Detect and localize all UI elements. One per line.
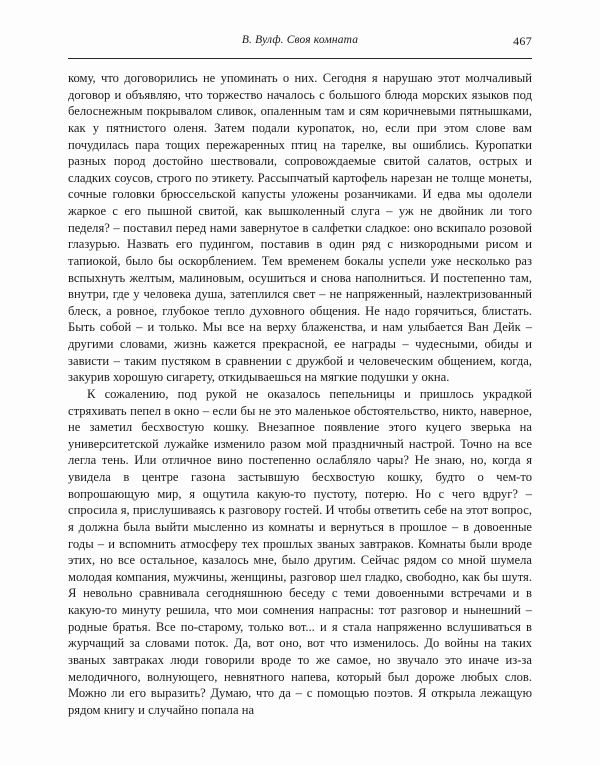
header-rule-divider: [68, 58, 532, 59]
paragraph: К сожалению, под рукой не оказалось пепельницы и пришлось украдкой стряхивать пепел в окно – если бы не это маленькое обстоятельство, никто, наверное, не заметил бесхвостую кошку. Внезапное появление этого куцего зверька на университетской лужайке изменило разом мой праздничный настрой. Точно на все легла тень. Или отличное вино постепенно ослабляло чары? Не знаю, но, когда я увидела в центре газона застывшую бесхвостую кошку, будто о чем-то вопрошающую мир, я ощутила какую-то пустоту, потерю. Но с чего вдруг? – спросила я, прислушиваясь к разговору гостей. И чтобы ответить себе на этот вопрос, я должна была выйти мысленно из комнаты и вернуться в прошлое – в довоенные годы – и вспомнить атмосферу тех прошлых званых завтраков. Комнаты были вроде этих, но все остальное, казалось мне, было другим. Сейчас рядом со мной шумела молодая компания, мужчины, женщины, разговор шел гладко, свободно, как бы шутя. Я невольно сравнивала сегодняшнюю беседу с теми довоенными встречами и в какую-то минуту решила, что мои сомнения напрасны: тот разговор и нынешний – родные братья. Все по-старому, только вот... и я стала напряженно вслушиваться в журчащий за словами поток. Да, вот оно, вот что изменилось. До войны на таких званых завтраках люди говорили вроде то же самое, но звучало это иначе из-за мелодичного, волнующего, невнятного напева, который был дороже любых слов. Можно ли его выразить? Думаю, что да – с помощью поэтов. Я открыла лежащую рядом книгу и случайно попала на: [68, 386, 532, 717]
page-number: 467: [513, 34, 532, 48]
paragraph: кому, что договорились не упоминать о них. Сегодня я нарушаю этот молчаливый договор и объявляю, что торжество началось с большого блюда морских языков под белоснежным покрывалом сливок, опаленным там и сям коричневыми пятнышками, как у пятнистого оленя. Затем подали куропаток, но, если при этом слове вам почудилась пара тощих пережаренных птиц на тарелке, вы ошиблись. Куропатки разных пород достойно шествовали, сопровождаемые свитой салатов, острых и сладких соусов, строго по этикету. Рассыпчатый картофель нарезан не толще монеты, сочные головки брюссельской капусты уложены розанчиками. И едва мы одолели жаркое с его пышной свитой, как вышколенный слуга – уж не двойник ли того педеля? – поставил перед нами завернутое в салфетки сладкое: оно вскипало розовой глазурью. Назвать его пудингом, поставив в один ряд с низкородными рисом и тапиокой, было бы оскорблением. Тем временем бокалы успели уже несколько раз вспыхнуть желтым, малиновым, осушиться и снова наполниться. И постепенно там, внутри, где у человека душа, затеплился свет – не напряженный, наэлектризованный блеск, а ровное, глубокое тепло духовного общения. Не надо горячиться, блистать. Быть собой – и только. Мы все на верху блаженства, и нам улыбается Ван Дейк – другими словами, жизнь кажется прекрасной, ее награды – чудесными, обиды и зависти – таким пустяком в сравнении с дружбой и человеческим общением, когда, закурив хорошую сигарету, откидываешься на мягкие подушки у окна.: [68, 71, 532, 385]
running-header: [68, 34, 532, 56]
running-title: В. Вулф. Своя комната: [241, 34, 359, 46]
page-body-text: [68, 70, 532, 718]
running-header-inner: [68, 34, 532, 52]
